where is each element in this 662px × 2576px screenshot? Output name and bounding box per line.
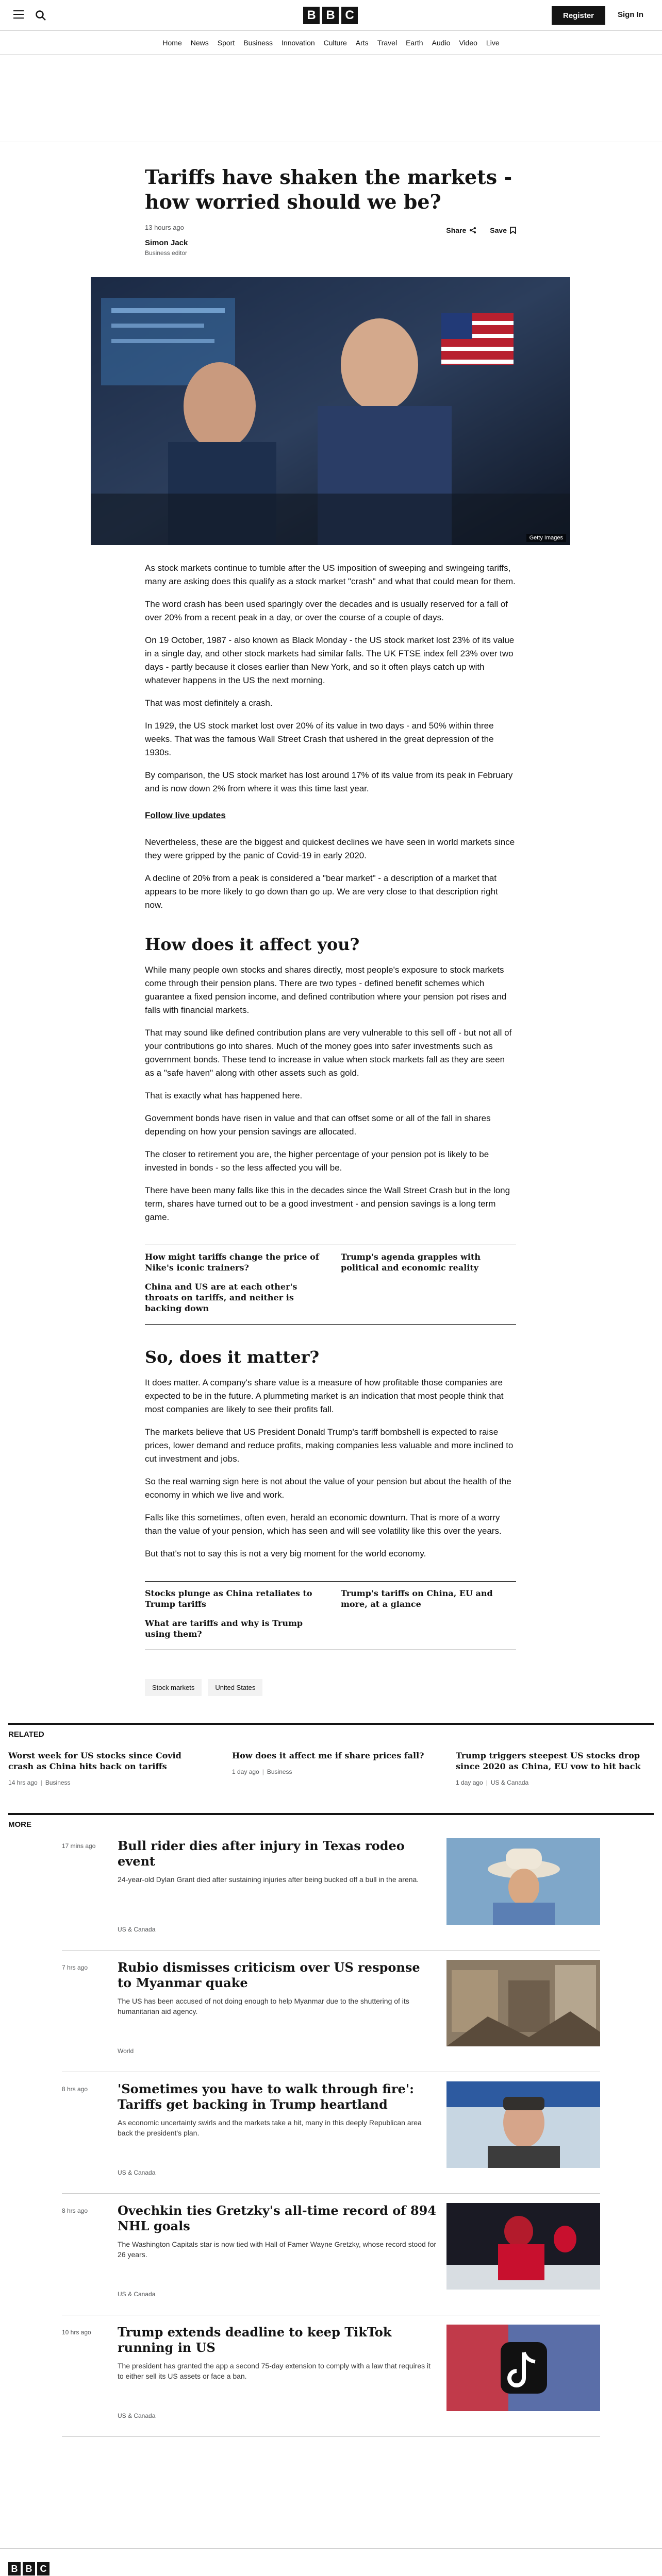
more-topic: US & Canada (118, 2291, 156, 2298)
paragraph: That may sound like defined contribution plans are very vulnerable to this sell off - but not all of your contributions go into shares. Much of the money goes into safer investments such as government bonds. These tend to increase in value when stock markets fall as they are seen as a "safe haven" along with other assets such as gold. (145, 1028, 512, 1078)
article-age: 13 hours ago (145, 224, 184, 231)
nav-earth[interactable]: Earth (406, 38, 423, 47)
article-title: Tariffs have shaken the markets - how worried should we be? (145, 165, 512, 213)
related-link[interactable]: China and US are at each other's throats on tariffs, and neither is backing down (145, 1282, 297, 1313)
more-section-label: MORE (8, 1813, 654, 1829)
bbc-logo[interactable]: B B C (303, 7, 358, 24)
nav-news[interactable]: News (190, 38, 209, 47)
tiktok-logo-image (446, 2325, 600, 2411)
article (145, 165, 563, 1696)
author-role: Business editor (145, 249, 188, 257)
related-topic: Business (45, 1779, 71, 1786)
related-age: 14 hrs ago (8, 1779, 38, 1786)
inline-related-links (145, 1245, 516, 1325)
paragraph: But that's not to say this is not a very big moment for the world economy. (145, 1549, 426, 1558)
author-name: Simon Jack (145, 239, 188, 247)
tag-button[interactable]: Stock markets (145, 1679, 202, 1696)
related-link[interactable]: Stocks plunge as China retaliates to Trump tariffs (145, 1588, 312, 1609)
more-section (62, 1838, 600, 2437)
more-topic: US & Canada (118, 2169, 156, 2176)
more-title: Ovechkin ties Gretzky's all-time record of 894 NHL goals (118, 2203, 437, 2233)
more-card[interactable] (62, 2203, 600, 2315)
save-button[interactable]: Save (490, 226, 516, 234)
topic-tags (145, 1679, 516, 1696)
share-button[interactable]: Share (446, 226, 476, 234)
nav-video[interactable]: Video (459, 38, 477, 47)
related-link[interactable]: How might tariffs change the price of Nike's iconic trainers? (145, 1252, 319, 1273)
paragraph: That is exactly what has happened here. (145, 1091, 303, 1100)
subheading: How does it affect you? (145, 935, 360, 954)
paragraph: In 1929, the US stock market lost over 20% of its value in two days - and 50% within three weeks. That was the famous Wall Street Crash that ushered in the great depression of the 1930s. (145, 721, 494, 757)
paragraph: The word crash has been used sparingly over the decades and is usually reserved for a fall of over 20% from a recent peak in a day, or over the course of a couple of days. (145, 599, 508, 622)
tag-button[interactable]: United States (208, 1679, 262, 1696)
related-topic: US & Canada (490, 1779, 529, 1786)
more-card[interactable] (62, 2081, 600, 2194)
more-age: 7 hrs ago (62, 1964, 88, 1971)
more-topic: World (118, 2047, 134, 2055)
related-card[interactable]: Trump triggers steepest US stocks drop since 2020 as China, EU vow to hit back 1 day ago | US & Canada (456, 1750, 652, 1786)
nav-culture[interactable]: Culture (323, 38, 347, 47)
register-button[interactable]: Register (552, 6, 605, 25)
more-summary: As economic uncertainty swirls and the markets take a hit, many in this deeply Republican area back the president's plan. (118, 2119, 422, 2137)
more-age: 17 mins ago (62, 1842, 96, 1850)
related-age: 1 day ago (456, 1779, 483, 1786)
more-card[interactable] (62, 2325, 600, 2437)
stock-traders-photo (91, 277, 570, 545)
ad-slot (0, 55, 662, 142)
main-nav (0, 31, 662, 55)
paragraph: Nevertheless, these are the biggest and quickest declines we have seen in world markets since they were gripped by the panic of Covid-19 in early 2020. (145, 837, 515, 860)
nav-home[interactable]: Home (162, 38, 182, 47)
nav-business[interactable]: Business (243, 38, 273, 47)
related-title: Trump triggers steepest US stocks drop since 2020 as China, EU vow to hit back (456, 1751, 641, 1771)
paragraph: That was most definitely a crash. (145, 698, 273, 708)
related-link[interactable]: Trump's agenda grapples with political and economic reality (341, 1252, 481, 1273)
paragraph: The closer to retirement you are, the higher percentage of your pension pot is likely to be invested in bonds - so the less affected you will be. (145, 1149, 489, 1173)
paragraph: A decline of 20% from a peak is considered a "bear market" - a description of a market that appears to be more likely to go down than go up. We are very close to that description right now. (145, 873, 498, 910)
more-title: Trump extends deadline to keep TikTok running in US (118, 2325, 392, 2355)
quake-rubble-image (446, 1960, 600, 2046)
more-topic: US & Canada (118, 2412, 156, 2419)
related-topic: Business (267, 1768, 292, 1775)
bookmark-icon (510, 227, 516, 234)
trump-supporter-image (446, 2081, 600, 2168)
related-title: Worst week for US stocks since Covid crash as China hits back on tariffs (8, 1751, 181, 1771)
search-icon[interactable] (35, 10, 46, 21)
rodeo-rider-image (446, 1838, 600, 1925)
paragraph: Falls like this sometimes, often even, herald an economic downturn. That is more of a worry than the value of your pension, which has seen and will see volatility like this over the years. (145, 1513, 502, 1536)
inline-related-links (145, 1581, 516, 1650)
paragraph: While many people own stocks and shares directly, most people's exposure to stock markets come through their pension plans. There are two types - defined benefit schemes which guarantee a fixed pension income, and defined contribution where your pension pot rises and falls with financial markets. (145, 965, 507, 1015)
nav-innovation[interactable]: Innovation (282, 38, 315, 47)
related-card[interactable]: Worst week for US stocks since Covid crash as China hits back on tariffs 14 hrs ago | Business (8, 1750, 204, 1786)
top-bar (0, 0, 662, 31)
nav-arts[interactable]: Arts (355, 38, 369, 47)
hero-image (91, 277, 570, 545)
paragraph: It does matter. A company's share value is a measure of how profitable those companies are expected to be in the future. A plummeting market is an indication that most people think that most companies are likely to see their profits fall. (145, 1378, 504, 1414)
more-card[interactable] (62, 1960, 600, 2072)
sign-in-link[interactable]: Sign In (618, 10, 643, 19)
more-summary: The US has been accused of not doing enough to help Myanmar due to the shuttering of its humanitarian aid agency. (118, 1997, 409, 2015)
nav-travel[interactable]: Travel (377, 38, 398, 47)
more-summary: The president has granted the app a second 75-day extension to comply with a law that requires it to either sell its US assets or face a ban. (118, 2362, 431, 2380)
paragraph: On 19 October, 1987 - also known as Black Monday - the US stock market lost 23% of its value in a single day, and other stock markets had similar falls. The UK FTSE index fell 23% over two days - partly because it closes earlier than New York, and so it often plays catch up with whatever happens in the US the next morning. (145, 635, 515, 685)
image-credit: Getty Images (526, 534, 566, 542)
subheading: So, does it matter? (145, 1347, 320, 1367)
nav-live[interactable]: Live (486, 38, 500, 47)
footer (0, 2548, 662, 2576)
nav-sport[interactable]: Sport (217, 38, 235, 47)
related-age: 1 day ago (232, 1768, 259, 1775)
related-link[interactable]: Trump's tariffs on China, EU and more, at a glance (341, 1588, 493, 1609)
more-title: Bull rider dies after injury in Texas rodeo event (118, 1838, 405, 1869)
paragraph: By comparison, the US stock market has lost around 17% of its value from its peak in February and is now down 2% from where it was this time last year. (145, 770, 513, 793)
related-card[interactable]: How does it affect me if share prices fall? 1 day ago | Business (232, 1750, 428, 1786)
article-actions (446, 226, 516, 234)
more-age: 10 hrs ago (62, 2329, 91, 2336)
more-summary: The Washington Capitals star is now tied with Hall of Famer Wayne Gretzky, whose record stood for 26 years. (118, 2240, 437, 2259)
follow-live-link[interactable]: Follow live updates (145, 810, 226, 820)
paragraph: As stock markets continue to tumble after the US imposition of sweeping and swingeing tariffs, many are asking does this qualify as a stock market "crash" and what that could mean for them. (145, 563, 516, 586)
related-link[interactable]: What are tariffs and why is Trump using them? (145, 1618, 303, 1639)
nav-audio[interactable]: Audio (432, 38, 451, 47)
related-section-label: RELATED (8, 1723, 654, 1739)
more-title: 'Sometimes you have to walk through fire': Tariffs get backing in Trump heartland (118, 2081, 414, 2112)
related-section (8, 1750, 662, 1786)
paragraph: There have been many falls like this in the decades since the Wall Street Crash but in the long term, shares have turned out to be a good investment - and pension savings is a long term game. (145, 1185, 510, 1222)
hockey-player-image (446, 2203, 600, 2290)
paragraph: So the real warning sign here is not about the value of your pension but about the health of the economy in which we live and work. (145, 1477, 511, 1500)
paragraph: The markets believe that US President Donald Trump's tariff bombshell is expected to raise prices, lower demand and reduce profits, making companies less valuable and more inclined to cut investment and jobs. (145, 1427, 514, 1464)
article-body (145, 562, 516, 1696)
more-summary: 24-year-old Dylan Grant died after sustaining injuries after being bucked off a bull in the arena. (118, 1875, 419, 1884)
more-card[interactable] (62, 1838, 600, 1951)
more-title: Rubio dismisses criticism over US response to Myanmar quake (118, 1960, 420, 1990)
menu-icon[interactable] (13, 10, 24, 19)
more-age: 8 hrs ago (62, 2086, 88, 2093)
more-age: 8 hrs ago (62, 2207, 88, 2214)
more-topic: US & Canada (118, 1926, 156, 1933)
footer-bbc-logo[interactable]: B B C (8, 2562, 49, 2575)
share-icon (469, 227, 476, 234)
paragraph: Government bonds have risen in value and that can offset some or all of the fall in shares depending on how your pension savings are allocated. (145, 1113, 491, 1137)
related-title: How does it affect me if share prices fall? (232, 1751, 424, 1760)
